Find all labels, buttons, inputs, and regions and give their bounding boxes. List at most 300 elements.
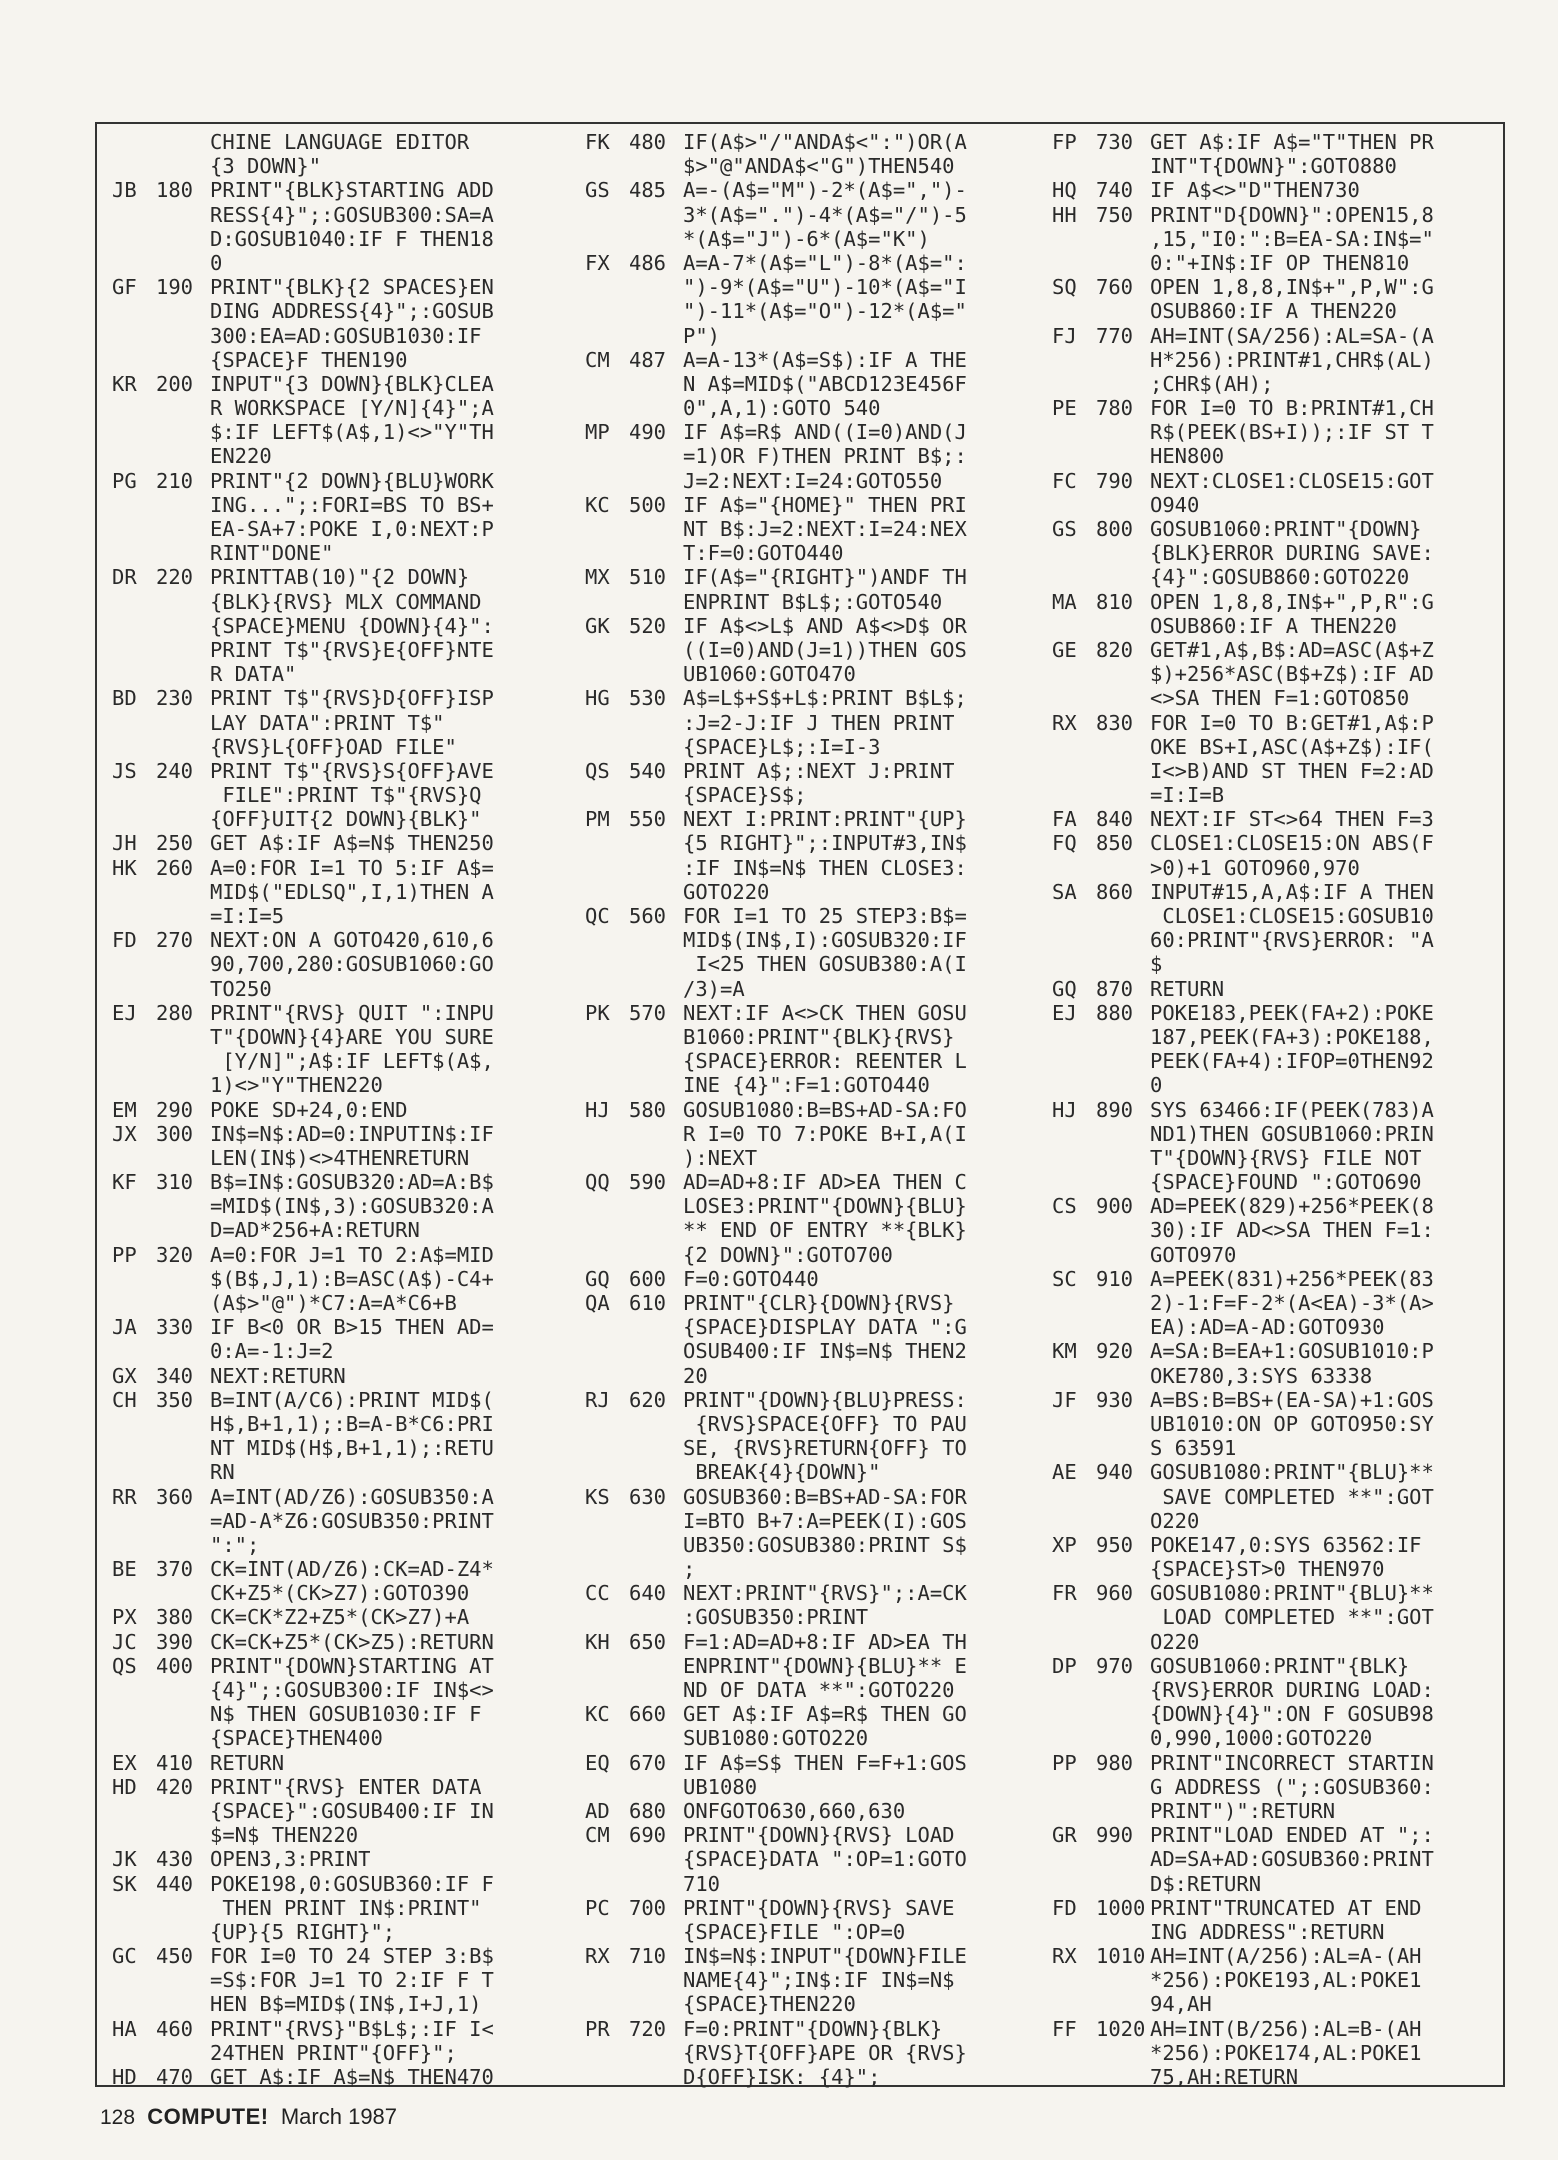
statement-text: CLOSE1:CLOSE15:ON ABS(F xyxy=(1150,831,1434,856)
code-line xyxy=(585,735,1020,759)
line-number xyxy=(1096,1509,1150,1533)
code-line xyxy=(585,1920,1020,1944)
statement-text: CK=CK*Z2+Z5*(CK>Z7)+A xyxy=(210,1605,470,1630)
code-line xyxy=(1052,493,1512,517)
statement-text: 0,990,1000:GOTO220 xyxy=(1150,1726,1373,1751)
code-line xyxy=(112,1122,552,1146)
checksum-code xyxy=(1052,1702,1096,1726)
statement-text: 0:"+IN$:IF OP THEN810 xyxy=(1150,250,1410,275)
code-line xyxy=(1052,711,1512,735)
line-number: 480 xyxy=(629,130,667,154)
statement-text: GOSUB1060:PRINT"{DOWN} xyxy=(1150,517,1422,541)
checksum-code xyxy=(1052,662,1096,686)
statement-text: I<>B)AND ST THEN F=2:AD xyxy=(1150,758,1434,783)
line-number: 710 xyxy=(629,1944,667,1969)
code-line xyxy=(112,1847,552,1871)
statement-text: PRINT T$"{RVS}S{OFF}AVE xyxy=(210,758,494,783)
code-line xyxy=(585,783,1020,807)
code-line xyxy=(1052,1146,1512,1170)
line-number xyxy=(629,227,683,251)
statement-text: PRINT"{DOWN}STARTING AT xyxy=(210,1653,494,1678)
statement-text: ")-9*(A$="U")-10*(A$="I xyxy=(683,275,967,300)
statement-text: T:F=0:GOTO440 xyxy=(683,541,844,566)
checksum-code xyxy=(585,711,629,735)
checksum-code: KR xyxy=(112,371,137,396)
statement-text: THEN PRINT IN$:PRINT" xyxy=(210,1895,482,1920)
checksum-code xyxy=(112,1460,156,1484)
statement-text: {3 DOWN}" xyxy=(210,154,322,179)
code-line xyxy=(1052,1098,1512,1122)
code-line xyxy=(1052,735,1512,759)
statement-text: ONFGOTO630,660,630 xyxy=(683,1798,906,1823)
statement-text: G ADDRESS (";:GOSUB360: xyxy=(1150,1774,1434,1799)
statement-text: {BLK}{RVS} MLX COMMAND xyxy=(210,589,482,614)
statement-text: CHINE LANGUAGE EDITOR xyxy=(210,130,470,154)
code-line xyxy=(1052,444,1512,468)
magazine-name: COMPUTE! xyxy=(147,2104,269,2129)
line-number xyxy=(629,977,683,1001)
checksum-code xyxy=(1052,1630,1096,1654)
statement-text: 60:PRINT"{RVS}ERROR: "A xyxy=(1150,928,1434,953)
line-number xyxy=(156,638,210,662)
line-number xyxy=(629,1509,683,1533)
statement-text: GOSUB360:B=BS+AD-SA:FOR xyxy=(683,1484,967,1509)
line-number xyxy=(156,1412,210,1436)
statement-text: =I:I=B xyxy=(1150,783,1225,808)
line-number xyxy=(156,517,210,541)
line-number xyxy=(156,1920,210,1944)
line-number xyxy=(629,1775,683,1799)
checksum-code: QC xyxy=(585,904,610,928)
line-number xyxy=(156,1025,210,1049)
line-number xyxy=(1096,1218,1150,1242)
code-line xyxy=(112,1073,552,1097)
checksum-code: RX xyxy=(1052,1944,1077,1969)
line-number: 320 xyxy=(156,1242,194,1267)
line-number xyxy=(156,952,210,976)
code-line xyxy=(585,251,1020,275)
statement-text: UB1060:GOTO470 xyxy=(683,662,856,687)
checksum-code: CM xyxy=(585,347,610,372)
statement-text: IF A$<>L$ AND A$<>D$ OR xyxy=(683,613,967,638)
code-line xyxy=(1052,2017,1512,2041)
statement-text: D$:RETURN xyxy=(1150,1871,1262,1896)
checksum-code: PP xyxy=(112,1242,137,1267)
checksum-code xyxy=(112,1968,156,1992)
checksum-code xyxy=(112,952,156,976)
code-line xyxy=(112,444,552,468)
line-number xyxy=(629,1194,683,1218)
checksum-code xyxy=(1052,2065,1096,2089)
statement-text: J=2:NEXT:I=24:GOTO550 xyxy=(683,468,943,493)
statement-text: =AD-A*Z6:GOSUB350:PRINT xyxy=(210,1508,494,1533)
code-line xyxy=(112,469,552,493)
line-number xyxy=(1096,735,1150,759)
checksum-code xyxy=(112,1291,156,1315)
checksum-code xyxy=(585,227,629,251)
statement-text: {SPACE}ST>0 THEN970 xyxy=(1150,1557,1385,1582)
statement-text: {DOWN}{4}":ON F GOSUB98 xyxy=(1150,1702,1434,1727)
statement-text: IN$=N$:INPUT"{DOWN}FILE xyxy=(683,1944,967,1969)
statement-text: RINT"DONE" xyxy=(210,541,334,566)
checksum-code: GC xyxy=(112,1944,137,1969)
code-line xyxy=(585,1098,1020,1122)
checksum-code: MP xyxy=(585,420,610,445)
checksum-code xyxy=(585,1049,629,1073)
checksum-code xyxy=(112,324,156,348)
code-line xyxy=(1052,1436,1512,1460)
code-line xyxy=(1052,831,1512,855)
line-number: 800 xyxy=(1096,517,1134,541)
line-number xyxy=(156,251,210,275)
statement-text: D=AD*256+A:RETURN xyxy=(210,1218,420,1243)
code-line xyxy=(112,1509,552,1533)
checksum-code xyxy=(585,1073,629,1097)
line-number xyxy=(629,203,683,227)
statement-text: 30):IF AD<>SA THEN F=1: xyxy=(1150,1218,1434,1243)
line-number xyxy=(629,324,683,348)
checksum-code: JS xyxy=(112,758,137,783)
code-line xyxy=(585,469,1020,493)
statement-text: 90,700,280:GOSUB1060:GO xyxy=(210,952,494,977)
line-number: 810 xyxy=(1096,589,1134,614)
code-line xyxy=(1052,952,1512,976)
code-line xyxy=(112,1920,552,1944)
line-number: 510 xyxy=(629,565,667,590)
statement-text: A=A-13*(A$=S$):IF A THE xyxy=(683,347,967,372)
line-number xyxy=(1096,493,1150,517)
line-number xyxy=(1096,686,1150,710)
checksum-code xyxy=(1052,541,1096,565)
checksum-code xyxy=(585,203,629,227)
line-number: 850 xyxy=(1096,831,1134,856)
line-number xyxy=(629,1460,683,1484)
code-line xyxy=(585,1581,1020,1605)
checksum-code: FQ xyxy=(1052,831,1077,856)
line-number: 220 xyxy=(156,565,194,590)
line-number: 910 xyxy=(1096,1266,1134,1291)
checksum-code xyxy=(112,396,156,420)
statement-text: R$(PEEK(BS+I));:IF ST T xyxy=(1150,420,1434,445)
code-line xyxy=(1052,1872,1512,1896)
code-line xyxy=(1052,178,1512,202)
statement-text: :GOSUB350:PRINT xyxy=(683,1605,869,1630)
line-number xyxy=(629,1678,683,1702)
code-line xyxy=(112,178,552,202)
line-number xyxy=(1096,1485,1150,1509)
checksum-code xyxy=(1052,2041,1096,2065)
code-line xyxy=(112,977,552,1001)
checksum-code xyxy=(585,1533,629,1557)
line-number: 450 xyxy=(156,1944,194,1969)
line-number: 420 xyxy=(156,1774,194,1799)
statement-text: 24THEN PRINT"{OFF}"; xyxy=(210,2040,457,2065)
checksum-code xyxy=(585,1872,629,1896)
checksum-code: RR xyxy=(112,1484,137,1509)
statement-text: NEXT:PRINT"{RVS}";:A=CK xyxy=(683,1581,967,1606)
line-number xyxy=(156,1291,210,1315)
line-number xyxy=(629,783,683,807)
code-line xyxy=(112,372,552,396)
code-line xyxy=(1052,1243,1512,1267)
statement-text: IF B<0 OR B>15 THEN AD= xyxy=(210,1315,494,1340)
code-line xyxy=(1052,1485,1512,1509)
code-line xyxy=(1052,1509,1512,1533)
statement-text: ENPRINT"{DOWN}{BLU}** E xyxy=(683,1653,967,1678)
statement-text: PRINT"{CLR}{DOWN}{RVS} xyxy=(683,1291,955,1315)
code-line xyxy=(585,154,1020,178)
checksum-code xyxy=(112,1267,156,1291)
statement-text: A=INT(AD/Z6):GOSUB350:A xyxy=(210,1484,494,1509)
statement-text: IF A$<>"D"THEN730 xyxy=(1150,178,1360,203)
statement-text: MID$(IN$,I):GOSUB320:IF xyxy=(683,928,967,953)
statement-text: I=BTO B+7:A=PEEK(I):GOS xyxy=(683,1508,967,1533)
code-line xyxy=(1052,565,1512,589)
checksum-code xyxy=(112,904,156,928)
code-line xyxy=(585,1896,1020,1920)
code-line xyxy=(585,1557,1020,1581)
checksum-code xyxy=(585,299,629,323)
statement-text: OSUB860:IF A THEN220 xyxy=(1150,613,1397,638)
statement-text: AD=SA+AD:GOSUB360:PRINT xyxy=(1150,1847,1434,1872)
line-number xyxy=(156,1896,210,1920)
checksum-code xyxy=(1052,1509,1096,1533)
checksum-code xyxy=(112,662,156,686)
checksum-code xyxy=(112,299,156,323)
line-number: 740 xyxy=(1096,178,1134,203)
line-number xyxy=(629,1122,683,1146)
statement-text: AH=INT(B/256):AL=B-(AH xyxy=(1150,2016,1422,2041)
checksum-code xyxy=(112,251,156,275)
checksum-code xyxy=(585,1775,629,1799)
checksum-code: JH xyxy=(112,831,137,856)
code-line xyxy=(1052,420,1512,444)
code-line xyxy=(585,1315,1020,1339)
code-line xyxy=(112,759,552,783)
statement-text: N$ THEN GOSUB1030:IF F xyxy=(210,1702,482,1727)
statement-text: LOAD COMPLETED **":GOT xyxy=(1150,1605,1434,1630)
code-line xyxy=(1052,1944,1512,1968)
checksum-code xyxy=(1052,348,1096,372)
statement-text: ):NEXT xyxy=(683,1145,758,1170)
line-number: 1000 xyxy=(1096,1895,1146,1920)
checksum-code: FX xyxy=(585,250,610,275)
checksum-code xyxy=(1052,1968,1096,1992)
statement-text: NEXT:IF ST<>64 THEN F=3 xyxy=(1150,807,1434,832)
line-number xyxy=(1096,1920,1150,1944)
checksum-code xyxy=(585,590,629,614)
code-line xyxy=(112,1460,552,1484)
line-number: 530 xyxy=(629,686,667,711)
statement-text: EA):AD=A-AD:GOTO930 xyxy=(1150,1315,1385,1340)
statement-text: {RVS}ERROR DURING LOAD: xyxy=(1150,1678,1434,1702)
checksum-code xyxy=(585,1025,629,1049)
statement-text: {SPACE}THEN400 xyxy=(210,1726,383,1751)
statement-text: ((I=0)AND(J=1))THEN GOS xyxy=(683,637,967,662)
line-number: 400 xyxy=(156,1653,194,1678)
line-number xyxy=(156,1049,210,1073)
statement-text: UB1080 xyxy=(683,1774,758,1799)
line-number xyxy=(629,1218,683,1242)
line-number xyxy=(1096,1702,1150,1726)
line-number xyxy=(629,1049,683,1073)
statement-text: D{OFF}ISK: {4}"; xyxy=(683,2065,881,2089)
code-line xyxy=(112,590,552,614)
line-number: 730 xyxy=(1096,130,1134,154)
checksum-code xyxy=(1052,1218,1096,1242)
listing-column-2 xyxy=(585,130,1020,2089)
code-line xyxy=(112,1896,552,1920)
code-line xyxy=(112,493,552,517)
statement-text: {2 DOWN}":GOTO700 xyxy=(683,1242,893,1267)
line-number: 660 xyxy=(629,1702,667,1727)
code-line xyxy=(585,203,1020,227)
statement-text: AD=AD+8:IF AD>EA THEN C xyxy=(683,1170,967,1195)
line-number: 700 xyxy=(629,1895,667,1920)
checksum-code xyxy=(585,735,629,759)
statement-text: ;CHR$(AH); xyxy=(1150,371,1274,396)
statement-text: RESS{4}";:GOSUB300:SA=A xyxy=(210,202,494,227)
statement-text: ND OF DATA **":GOTO220 xyxy=(683,1678,955,1702)
statement-text: SUB1080:GOTO220 xyxy=(683,1726,869,1751)
checksum-code: AD xyxy=(585,1798,610,1823)
line-number xyxy=(1096,299,1150,323)
statement-text: R I=0 TO 7:POKE B+I,A(I xyxy=(683,1121,967,1146)
line-number: 940 xyxy=(1096,1460,1134,1485)
line-number: 820 xyxy=(1096,637,1134,662)
code-line xyxy=(1052,227,1512,251)
line-number: 370 xyxy=(156,1557,194,1582)
checksum-code: HD xyxy=(112,1774,137,1799)
line-number xyxy=(629,1992,683,2016)
statement-text: IF A$=S$ THEN F=F+1:GOS xyxy=(683,1750,967,1775)
checksum-code xyxy=(1052,783,1096,807)
code-line xyxy=(585,662,1020,686)
checksum-code: GQ xyxy=(585,1266,610,1291)
code-line xyxy=(1052,590,1512,614)
line-number: 240 xyxy=(156,758,194,783)
line-number: 790 xyxy=(1096,468,1134,493)
checksum-code xyxy=(585,1146,629,1170)
checksum-code xyxy=(585,1122,629,1146)
checksum-code: FJ xyxy=(1052,323,1077,348)
code-line xyxy=(1052,614,1512,638)
checksum-code: HG xyxy=(585,686,610,711)
code-line xyxy=(112,638,552,662)
line-number xyxy=(156,1509,210,1533)
line-number xyxy=(629,1146,683,1170)
statement-text: P") xyxy=(683,323,721,348)
statement-text: ; xyxy=(683,1557,696,1582)
code-line xyxy=(112,1001,552,1025)
page-number: 128 xyxy=(100,2106,136,2129)
code-line xyxy=(585,711,1020,735)
code-line xyxy=(112,1025,552,1049)
code-line xyxy=(1052,130,1512,154)
line-number xyxy=(629,396,683,420)
line-number xyxy=(1096,662,1150,686)
checksum-code xyxy=(1052,1775,1096,1799)
statement-text: BREAK{4}{DOWN}" xyxy=(683,1460,881,1485)
statement-text: O940 xyxy=(1150,492,1200,517)
checksum-code xyxy=(112,203,156,227)
statement-text: EA-SA+7:POKE I,0:NEXT:P xyxy=(210,517,494,541)
statement-text: SE, {RVS}RETURN{OFF} TO xyxy=(683,1436,967,1461)
checksum-code: JK xyxy=(112,1847,137,1872)
line-number: 440 xyxy=(156,1871,194,1896)
line-number xyxy=(156,324,210,348)
statement-text: {5 RIGHT}";:INPUT#3,IN$ xyxy=(683,831,967,856)
checksum-code xyxy=(1052,1364,1096,1388)
code-line xyxy=(112,1412,552,1436)
checksum-code: HD xyxy=(112,2065,137,2089)
line-number: 980 xyxy=(1096,1750,1134,1775)
checksum-code: PM xyxy=(585,807,610,832)
code-line xyxy=(112,1678,552,1702)
code-line xyxy=(1052,1968,1512,1992)
checksum-code xyxy=(112,154,156,178)
code-line xyxy=(112,928,552,952)
code-line xyxy=(585,1146,1020,1170)
code-line xyxy=(112,1775,552,1799)
checksum-code: QS xyxy=(112,1653,137,1678)
statement-text: CK=INT(AD/Z6):CK=AD-Z4* xyxy=(210,1557,494,1582)
checksum-code: CC xyxy=(585,1581,610,1606)
checksum-code xyxy=(585,1605,629,1629)
line-number: 540 xyxy=(629,758,667,783)
statement-text: O220 xyxy=(1150,1508,1200,1533)
statement-text: A=0:FOR J=1 TO 2:A$=MID xyxy=(210,1242,494,1267)
code-line xyxy=(585,638,1020,662)
checksum-code xyxy=(585,856,629,880)
code-line xyxy=(112,251,552,275)
checksum-code xyxy=(1052,420,1096,444)
code-line xyxy=(585,1847,1020,1871)
statement-text: FOR I=0 TO B:PRINT#1,CH xyxy=(1150,396,1434,421)
checksum-code xyxy=(585,662,629,686)
code-line xyxy=(585,324,1020,348)
line-number: 486 xyxy=(629,250,667,275)
statement-text: {BLK}ERROR DURING SAVE: xyxy=(1150,541,1434,566)
statement-text: OPEN 1,8,8,IN$+",P,W":G xyxy=(1150,275,1434,300)
statement-text: $ xyxy=(1150,952,1163,977)
code-line xyxy=(585,1726,1020,1750)
listing-column-1 xyxy=(112,130,552,2089)
code-line xyxy=(585,2017,1020,2041)
statement-text: IN$=N$:AD=0:INPUTIN$:IF xyxy=(210,1121,494,1146)
statement-text: ")-11*(A$="O")-12*(A$=" xyxy=(683,299,967,324)
code-line xyxy=(112,1243,552,1267)
checksum-code: XP xyxy=(1052,1532,1077,1557)
checksum-code: EX xyxy=(112,1750,137,1775)
statement-text: {RVS}SPACE{OFF} TO PAU xyxy=(683,1411,967,1436)
checksum-code xyxy=(112,1412,156,1436)
line-number: 580 xyxy=(629,1097,667,1122)
statement-text: NEXT I:PRINT:PRINT"{UP} xyxy=(683,807,967,832)
statement-text: 75,AH:RETURN xyxy=(1150,2065,1299,2089)
code-line xyxy=(112,348,552,372)
line-number xyxy=(1096,1968,1150,1992)
statement-text: INPUT#15,A,A$:IF A THEN xyxy=(1150,879,1434,904)
checksum-code xyxy=(1052,1025,1096,1049)
checksum-code xyxy=(585,1436,629,1460)
line-number: 900 xyxy=(1096,1194,1134,1219)
statement-text: DING ADDRESS{4}";:GOSUB xyxy=(210,299,494,324)
line-number xyxy=(156,493,210,517)
code-line xyxy=(585,952,1020,976)
code-line xyxy=(585,299,1020,323)
statement-text: {SPACE}ERROR: REENTER L xyxy=(683,1049,967,1074)
